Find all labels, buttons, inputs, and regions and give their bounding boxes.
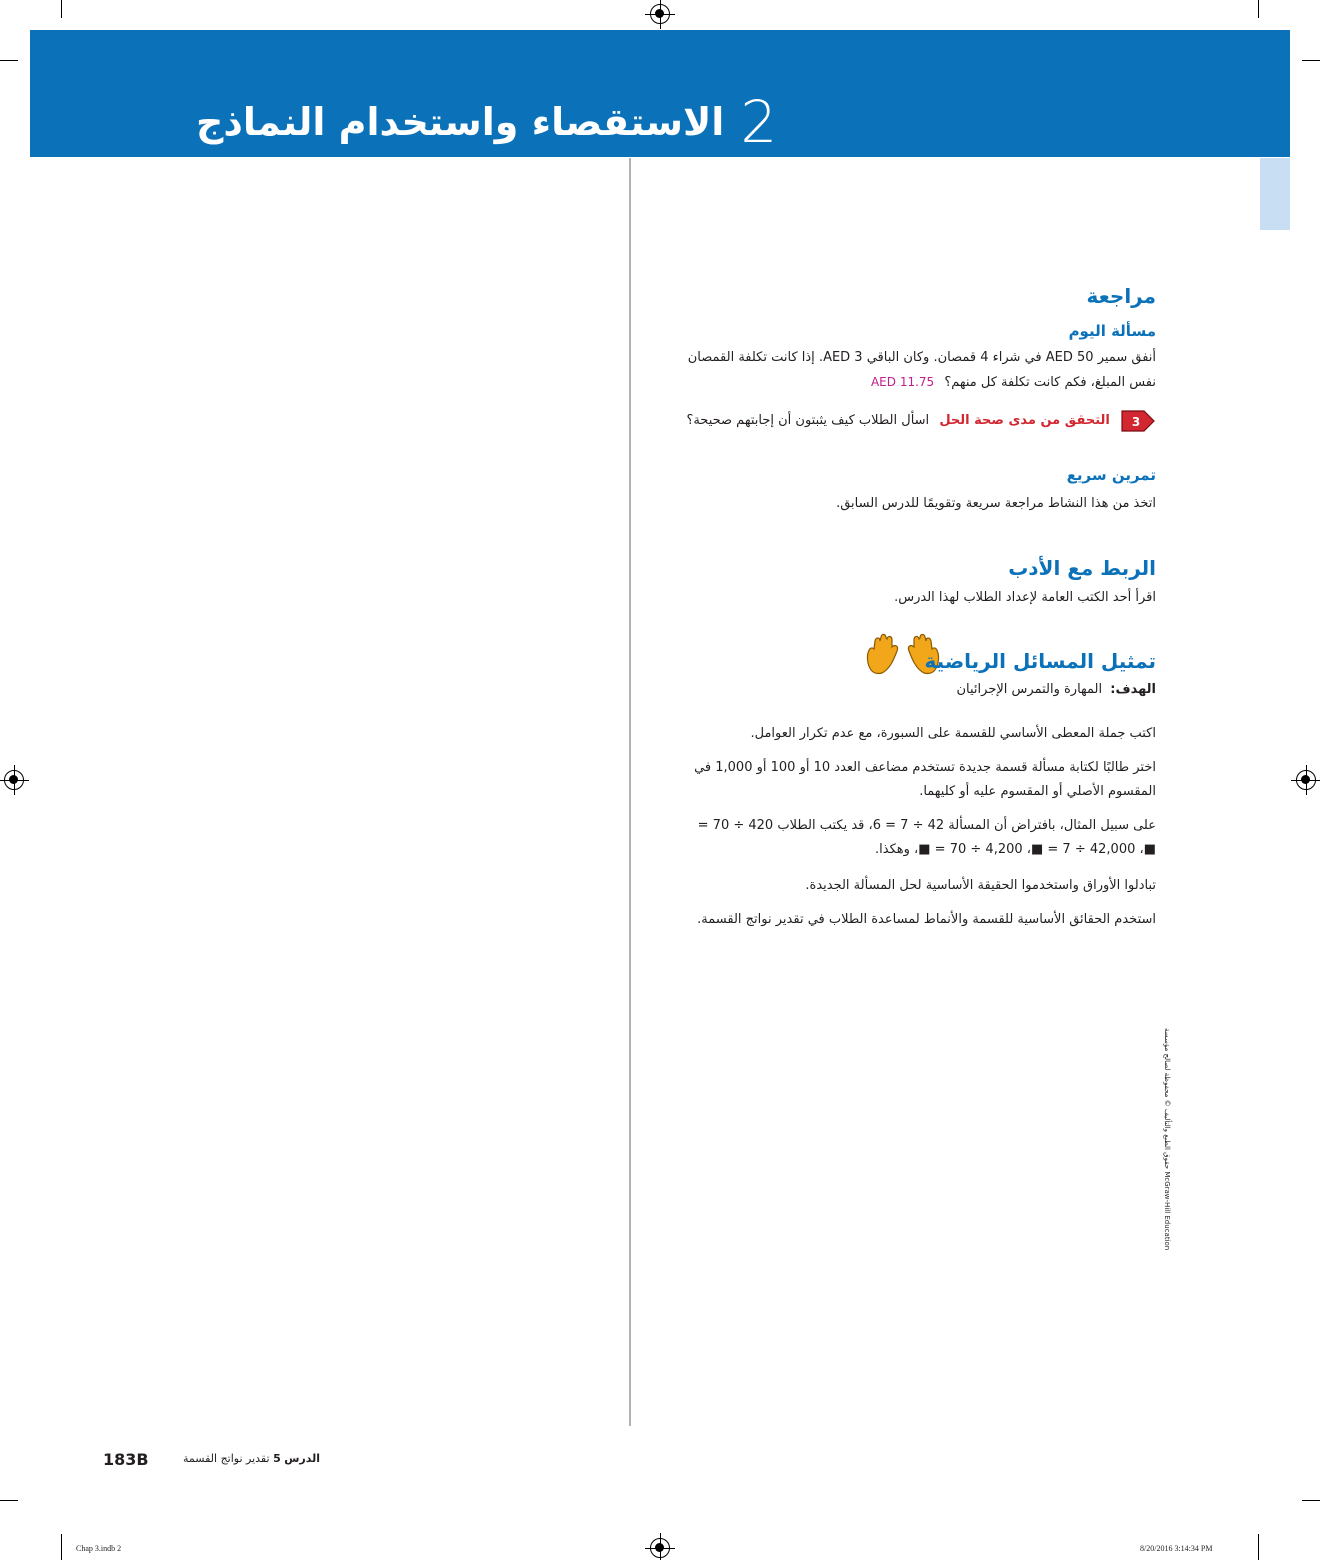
check-badge-icon [1120, 408, 1156, 434]
literature-heading: الربط مع الأدب [1008, 556, 1156, 580]
crop-mark [1302, 1500, 1320, 1501]
quick-practice-heading: تمرين سريع [1066, 466, 1156, 484]
literature-text: اقرأ أحد الكتب العامة لإعداد الطلاب لهذا الدرس. [894, 590, 1156, 605]
review-section [656, 282, 1156, 435]
problem-heading: مسألة اليوم [1068, 322, 1156, 340]
check-line [656, 407, 1156, 435]
slug-file: Chap 3.indb 2 [76, 1544, 122, 1553]
modeling-section [656, 646, 1156, 932]
problem-line1: أنفق سمير AED 50 في شراء 4 قمصان. وكان الباقي AED 3. إذا كانت تكلفة القمصان [687, 350, 1156, 365]
crop-mark [1258, 1534, 1259, 1560]
crop-mark [61, 1534, 62, 1560]
page-title [196, 88, 778, 156]
crop-mark [0, 60, 18, 61]
registration-mark-icon [4, 770, 24, 790]
goal-label: الهدف: [1110, 682, 1156, 697]
modeling-heading: تمثيل المسائل الرياضية [924, 649, 1156, 673]
problem-line2-text: نفس المبلغ، فكم كانت تكلفة كل منهم؟ [944, 375, 1156, 390]
problem-answer: AED 11.75 [870, 375, 935, 389]
check-text: اسأل الطلاب كيف يثبتون أن إجابتهم صحيحة؟ [686, 413, 930, 428]
problem-line2 [656, 370, 1156, 395]
modeling-p3-line2: ■، 42,000 ÷ 7 = ■، 4,200 ÷ 70 = ■، وهكذا. [875, 842, 1156, 857]
registration-mark-icon [1296, 770, 1316, 790]
modeling-p3-line1: على سبيل المثال، بافتراض أن المسألة 42 ÷ 7 = 6، قد يكتب الطلاب 420 ÷ 70 = [697, 818, 1156, 833]
check-label: التحقق من مدى صحة الحل [939, 413, 1110, 428]
column-divider [629, 158, 631, 1426]
goal-text: المهارة والتمرس الإجرائيان [956, 682, 1103, 697]
modeling-p4: تبادلوا الأوراق واستخدموا الحقيقة الأساسية لحل المسألة الجديدة. [805, 878, 1156, 893]
footer-lesson-title: تقدير نواتج القسمة [183, 1452, 270, 1465]
review-heading: مراجعة [1086, 284, 1156, 308]
modeling-p1: اكتب جملة المعطى الأساسي للقسمة على السبورة، مع عدم تكرار العوامل. [750, 726, 1156, 741]
crop-mark [1258, 0, 1259, 18]
side-tab [1260, 158, 1290, 230]
lesson-number: 2 [740, 88, 778, 156]
crop-mark [61, 0, 62, 18]
modeling-p2-line1: اختر طالبًا لكتابة مسألة قسمة جديدة تستخدم مضاعف العدد 10 أو 100 أو 1,000 في [694, 760, 1156, 775]
footer-lesson-label: الدرس [284, 1452, 320, 1465]
crop-mark [1302, 60, 1320, 61]
copyright-text: حقوق الطبع والتأليف © محفوظة لصالح مؤسسة McGraw-Hill Education [1163, 1028, 1171, 1251]
literature-section [656, 554, 1156, 610]
modeling-p5: استخدم الحقائق الأساسية للقسمة والأنماط لمساعدة الطلاب في تقدير نواتج القسمة. [697, 912, 1156, 927]
crop-mark [0, 1500, 18, 1501]
slug-date: 8/20/2016 3:14:34 PM [1140, 1544, 1213, 1553]
copyright-credit [1163, 1028, 1171, 1298]
page-number: 183B [103, 1450, 149, 1469]
goal-line [656, 678, 1156, 702]
footer-lesson-number: 5 [273, 1452, 281, 1465]
registration-mark-icon [650, 4, 670, 24]
registration-mark-icon [650, 1538, 670, 1558]
check-badge-number: 3 [1131, 414, 1141, 429]
modeling-p2-line2: المقسوم الأصلي أو المقسوم عليه أو كليهما. [919, 784, 1156, 799]
quick-practice-section [656, 464, 1156, 516]
quick-practice-text: اتخذ من هذا النشاط مراجعة سريعة وتقويمًا للدرس السابق. [836, 496, 1156, 511]
footer-lesson [170, 1452, 320, 1465]
title-text: الاستقصاء واستخدام النماذج [196, 100, 725, 144]
